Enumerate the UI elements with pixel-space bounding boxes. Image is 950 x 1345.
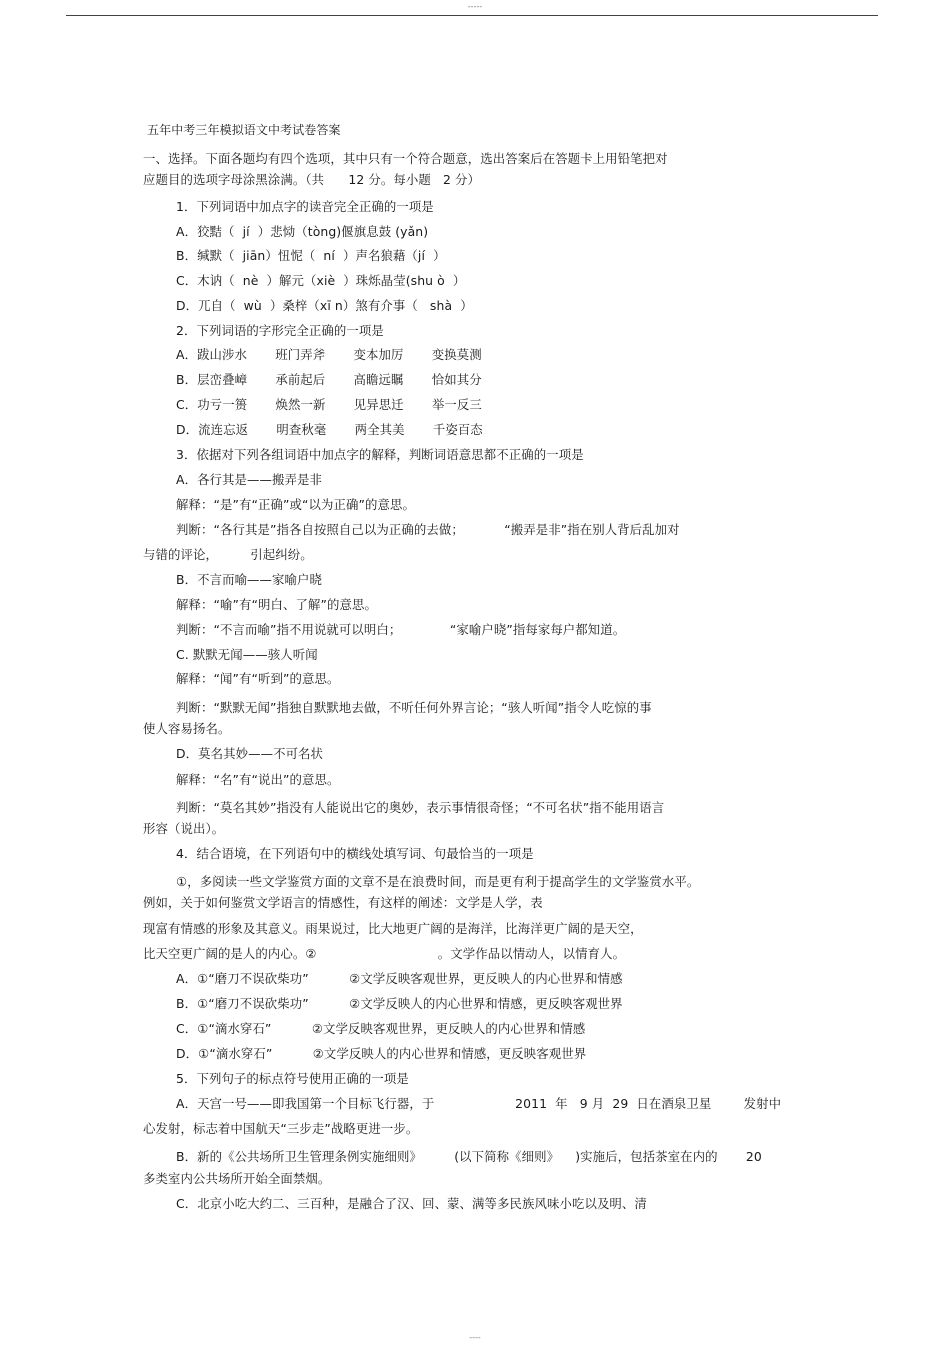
question-5-option-b-1: B．新的《公共场所卫生管理条例实施细则》 (以下简称《细则》 )实施后，包括茶室在内的 20 (176, 1149, 762, 1164)
question-3-a-judgement-1: 判断：“各行其是”指各自按照自己以为正确的去做； “搬弄是非”指在别人背后乱加对 (176, 522, 680, 537)
question-4-option-c: C．①“滴水穿石” ②文学反映客观世界，更反映人的内心世界和情感 (176, 1021, 586, 1036)
question-3-c-explanation: 解释：“闻”有“听到”的意思。 (176, 671, 340, 686)
question-4-passage-1: ①，多阅读一些文学鉴赏方面的文章不是在浪费时间，而是更有利于提高学生的文学鉴赏水平。 (176, 874, 700, 889)
question-1-option-c: C．木讷（ nè ）解元（xiè ）珠烁晶莹(shu ò ） (176, 273, 466, 288)
question-5-option-c-1: C．北京小吃大约二、三百种，是融合了汉、回、蒙、满等多民族风味小吃以及明、清 (176, 1196, 647, 1211)
header-rule (66, 15, 878, 16)
question-3-b-explanation: 解释：“喻”有“明白、了解”的意思。 (176, 597, 377, 612)
question-2-option-c: C．功亏一篑 焕然一新 见异思迁 举一反三 (176, 397, 482, 412)
question-4-stem: 4．结合语境，在下列语句中的横线处填写词、句最恰当的一项是 (176, 846, 534, 861)
question-5-option-a-2: 心发射，标志着中国航天“三步走”战略更进一步。 (143, 1121, 419, 1136)
question-3-a-judgement-2: 与错的评论， 引起纠纷。 (143, 547, 313, 562)
page-title: 五年中考三年模拟语文中考试卷答案 (147, 123, 341, 137)
question-4-passage-3: 现富有情感的形象及其意义。雨果说过，比大地更广阔的是海洋，比海洋更广阔的是天空， (143, 921, 643, 936)
question-4-option-b: B．①“磨刀不误砍柴功” ②文学反映人的内心世界和情感，更反映客观世界 (176, 996, 623, 1011)
section-heading-line-2: 应题目的选项字母涂黑涂满。（共 12 分。每小题 2 分） (143, 172, 480, 187)
question-3-c-judgement-1: 判断：“默默无闻”指独自默默地去做，不听任何外界言论；“骇人听闻”指令人吃惊的事 (176, 700, 652, 715)
question-1-option-b: B．缄默（ jiān）忸怩（ ní ）声名狼藉（jí ） (176, 248, 446, 263)
question-3-d-judgement-2: 形容（说出）。 (143, 821, 225, 836)
footer-mark: ---- (469, 1333, 481, 1342)
question-3-option-c: C. 默默无闻——骇人听闻 (176, 647, 318, 662)
question-2-option-b: B．层峦叠嶂 承前起后 高瞻远瞩 恰如其分 (176, 372, 482, 387)
question-2-stem: 2．下列词语的字形完全正确的一项是 (176, 323, 384, 338)
question-2-option-d: D．流连忘返 明查秋毫 两全其美 千姿百态 (176, 422, 483, 437)
header-mark: ----- (467, 2, 483, 11)
question-4-passage-4: 比天空更广阔的是人的内心。② 。文学作品以情动人，以情育人。 (143, 946, 626, 961)
question-1-stem: 1．下列词语中加点字的读音完全正确的一项是 (176, 199, 434, 214)
question-5-option-a-1: A．天宫一号——即我国第一个目标飞行器，于 2011 年 9 月 29 日在酒泉卫星 发射中 (176, 1096, 782, 1111)
question-2-option-a: A．跋山涉水 班门弄斧 变本加厉 变换莫测 (176, 347, 482, 362)
question-4-option-d: D．①“滴水穿石” ②文学反映人的内心世界和情感，更反映客观世界 (176, 1046, 587, 1061)
question-5-stem: 5．下列句子的标点符号使用正确的一项是 (176, 1071, 409, 1086)
question-4-passage-2: 例如，关于如何鉴赏文学语言的情感性，有这样的阐述：文学是人学，表 (143, 895, 543, 910)
question-3-stem: 3．依据对下列各组词语中加点字的解释，判断词语意思都不正确的一项是 (176, 447, 584, 462)
question-3-option-a: A．各行其是——搬弄是非 (176, 472, 322, 487)
question-3-option-b: B．不言而喻——家喻户晓 (176, 572, 322, 587)
question-3-option-d: D．莫名其妙——不可名状 (176, 746, 324, 761)
question-1-option-a: A．狡黠（ jí ）悲恸（tòng)偃旗息鼓 (yǎn) (176, 224, 429, 239)
question-3-c-judgement-2: 使人容易扬名。 (143, 721, 231, 736)
section-heading-line-1: 一、选择。下面各题均有四个选项，其中只有一个符合题意，选出答案后在答题卡上用铅笔把对 (143, 151, 668, 166)
question-1-option-d: D．兀自（ wù ）桑梓（xī n）煞有介事（ shà ） (176, 298, 473, 313)
question-3-a-explanation: 解释：“是”有“正确”或“以为正确”的意思。 (176, 497, 415, 512)
question-3-d-judgement-1: 判断：“莫名其妙”指没有人能说出它的奥妙，表示事情很奇怪；“不可名状”指不能用语言 (176, 800, 665, 815)
question-4-option-a: A．①“磨刀不误砍柴功” ②文学反映客观世界，更反映人的内心世界和情感 (176, 971, 623, 986)
question-3-b-judgement: 判断：“不言而喻”指不用说就可以明白； “家喻户晓”指每家每户都知道。 (176, 622, 626, 637)
question-5-option-b-2: 多类室内公共场所开始全面禁烟。 (143, 1171, 331, 1186)
question-3-d-explanation: 解释：“名”有“说出”的意思。 (176, 772, 340, 787)
